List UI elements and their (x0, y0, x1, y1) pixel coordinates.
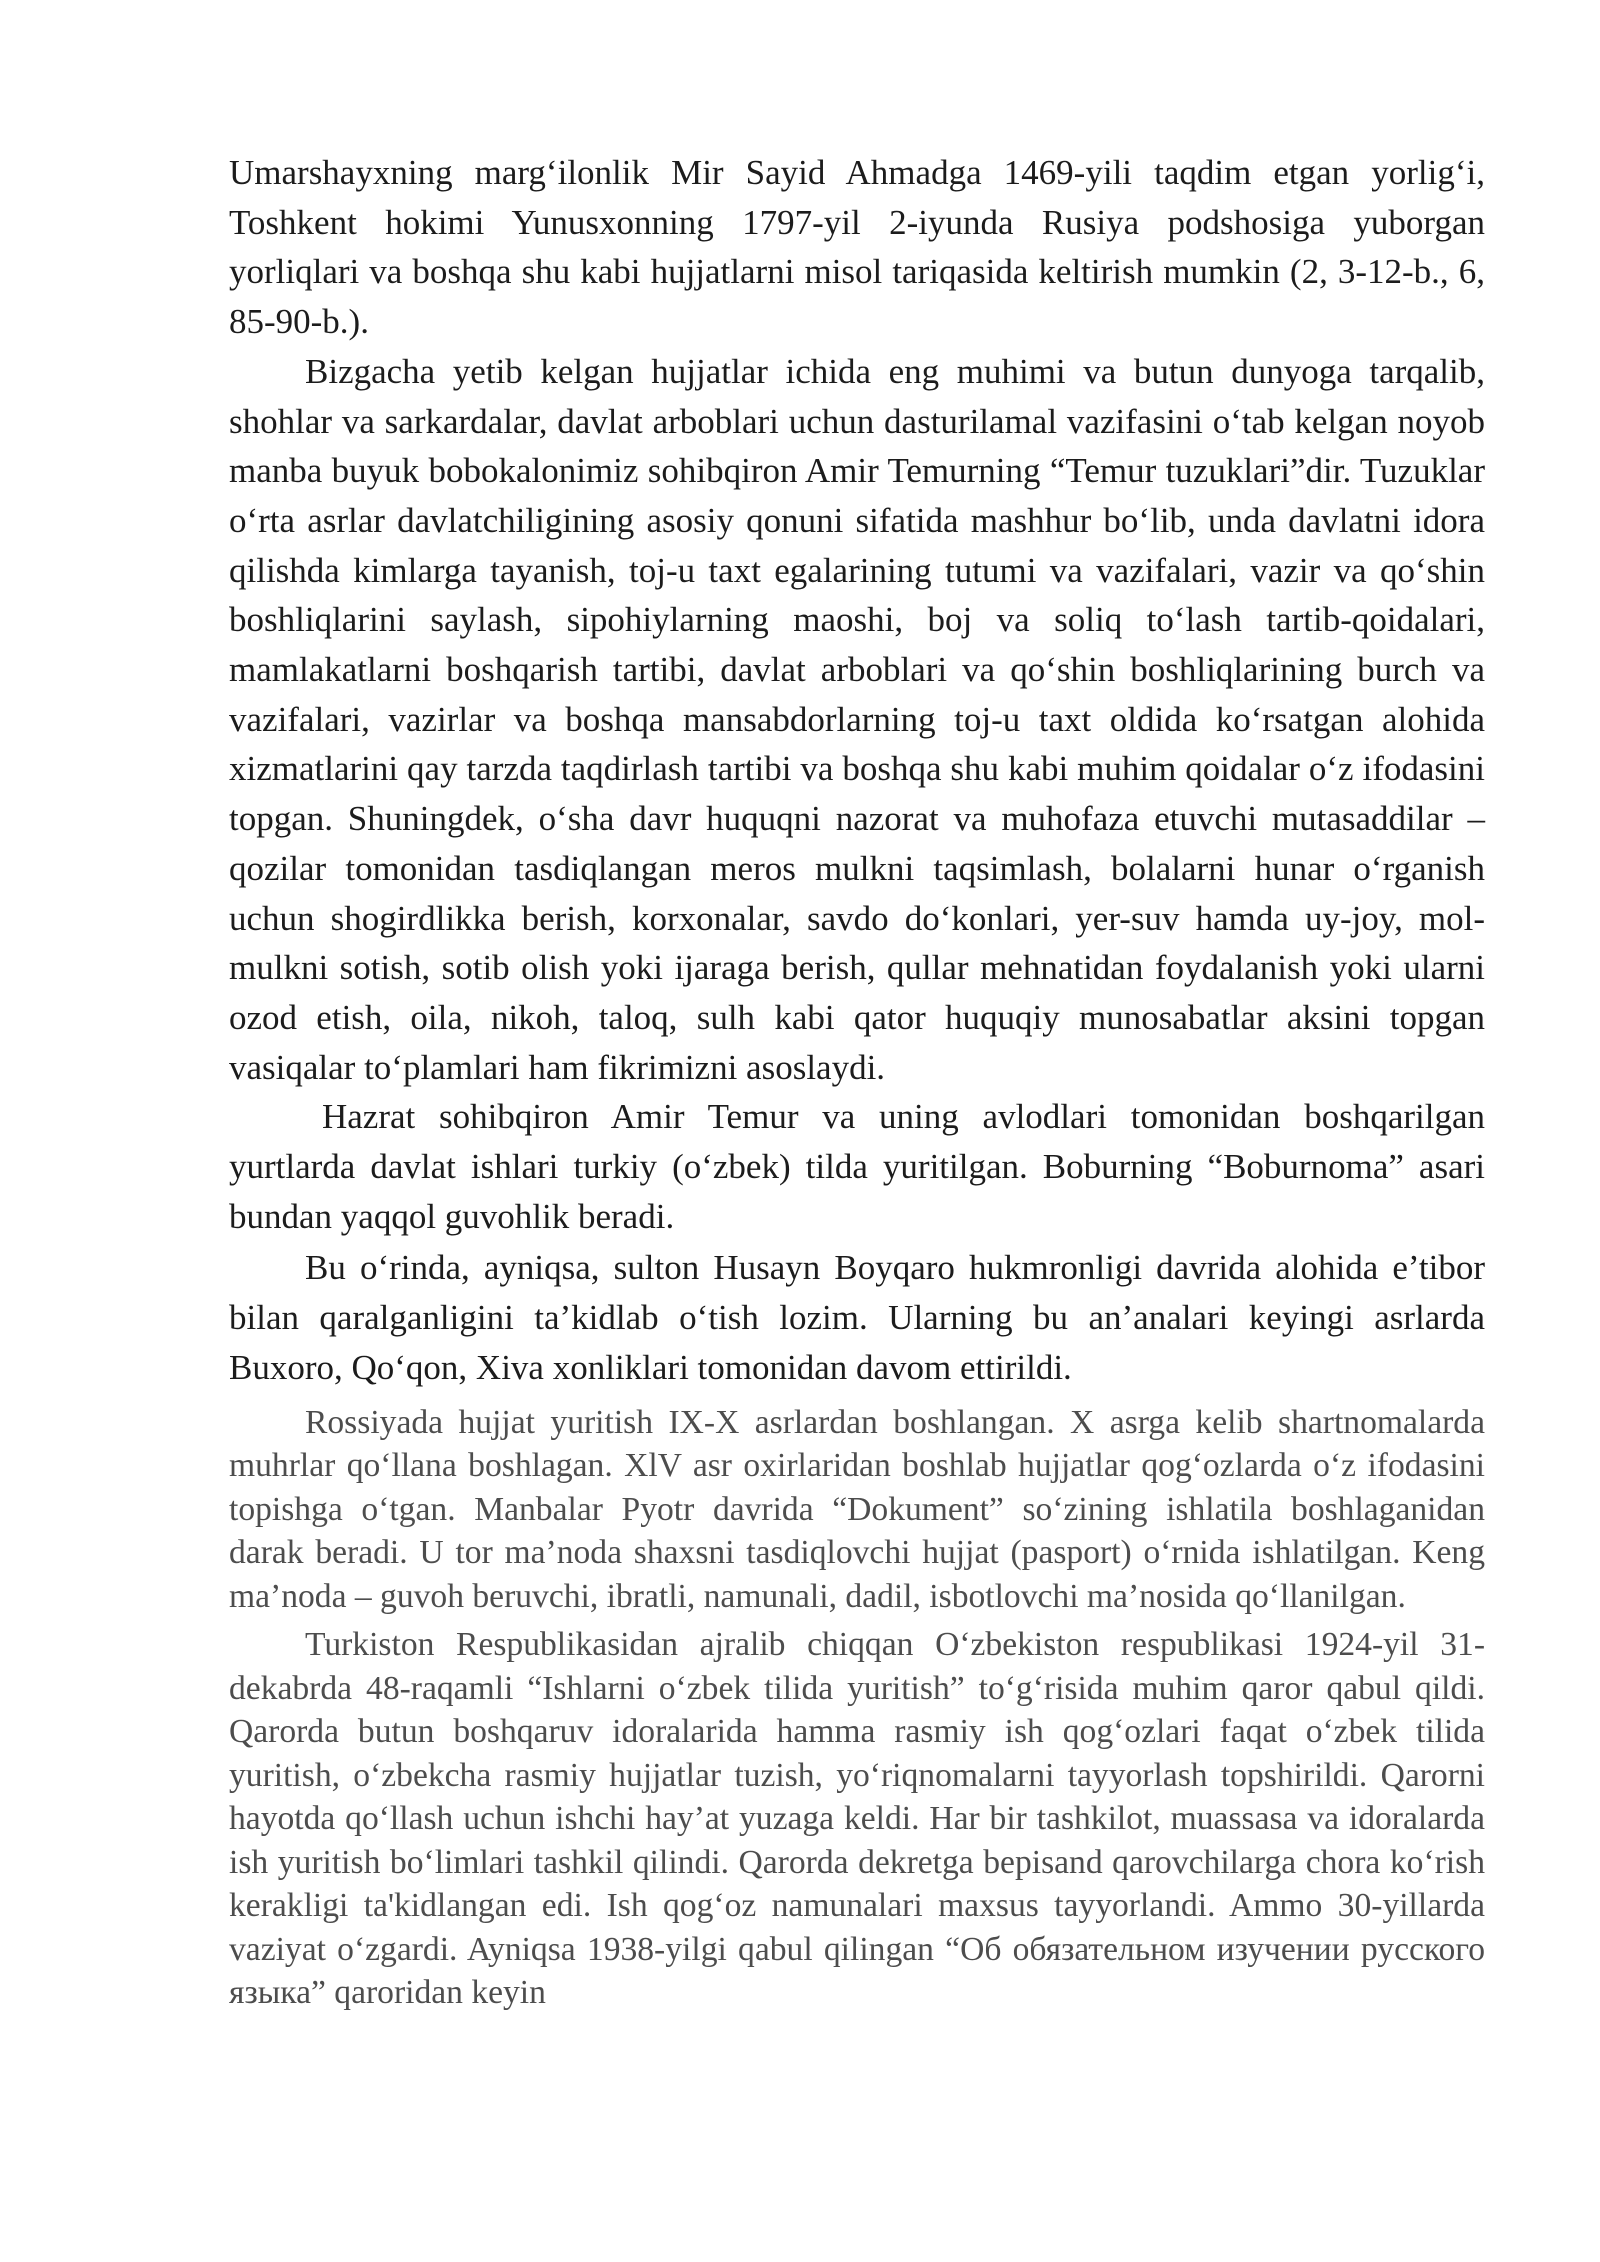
paragraph-5: Rossiyada hujjat yuritish IX-X asrlardan boshlangan. X asrga kelib shartnomalarda muhrlar qo‘llana boshlagan. XlV asr oxirlaridan boshlab hujjatlar qog‘ozlarda o‘z ifodasini topishga o‘tgan. Manbalar Pyotr davrida “Dokument” so‘zining ishlatila boshlaganidan darak beradi. U tor ma’noda shaxsni tasdiqlovchi hujjat (pasport) o‘rnida ishlatilgan. Keng ma’noda – guvoh beruvchi, ibratli, namunali, dadil, isbotlovchi ma’nosida qo‘llanilgan. (229, 1403, 1485, 1615)
paragraph-4: Bu o‘rinda, ayniqsa, sulton Husayn Boyqaro hukmronligi davrida alohida e’tibor bilan qaralganligini ta’kidlab o‘tish lozim. Ularning bu an’analari keyingi asrlarda Buxoro, Qo‘qon, Xiva xonliklari tomonidan davom ettirildi. (229, 1248, 1485, 1387)
paragraph-3: Hazrat sohibqiron Amir Temur va uning avlodlari tomonidan boshqarilgan yurtlarda davlat ishlari turkiy (o‘zbek) tilda yuritilgan. Boburning “Boburnoma” asari bundan yaqqol guvohlik beradi. (229, 1097, 1485, 1236)
paragraph-2: Bizgacha yetib kelgan hujjatlar ichida eng muhimi va butun dunyoga tarqalib, shohlar va sarkardalar, davlat arboblari uchun dasturilamal vazifasini o‘tab kelgan noyob manba buyuk bobokalonimiz sohibqiron Amir Temurning “Temur tuzuklari”dir. Tuzuklar o‘rta asrlar davlatchiligining asosiy qonuni sifatida mashhur bo‘lib, unda davlatni idora qilishda kimlarga tayanish, toj-u taxt egalarining tutumi va vazifalari, vazir va qo‘shin boshliqlarini saylash, sipohiylarning maoshi, boj va soliq to‘lash tartib-qoidalari, mamlakatlarni boshqarish tartibi, davlat arboblari va qo‘shin boshliqlarining burch va vazifalari, vazirlar va boshqa mansabdorlarning toj-u taxt oldida ko‘rsatgan alohida xizmatlarini qay tarzda taqdirlash tartibi va boshqa shu kabi muhim qoidalar o‘z ifodasini topgan. Shuningdek, o‘sha davr huquqni nazorat va muhofaza etuvchi mutasaddilar – qozilar tomonidan tasdiqlangan meros mulkni taqsimlash, bolalarni hunar o‘rganish uchun shogirdlikka berish, korxonalar, savdo do‘konlari, yer-suv hamda uy-joy, mol-mulkni sotish, sotib olish yoki ijaraga berish, qullar mehnatidan foydalanish yoki ularni ozod etish, oila, nikoh, taloq, sulh kabi qator huquqiy munosabatlar aksini topgan vasiqalar to‘plamlari ham fikrimizni asoslaydi. (229, 351, 1485, 1087)
paragraph-1: Umarshayxning marg‘ilonlik Mir Sayid Ahmadga 1469-yili taqdim etgan yorlig‘i, Toshkent hokimi Yunusxonning 1797-yil 2-iyunda Rusiya podshosiga yuborgan yorliqlari va boshqa shu kabi hujjatlarni misol tariqasida keltirish mumkin (2, 3-12-b., 6, 85-90-b.). (229, 153, 1485, 342)
document-page (229, 148, 1485, 2015)
paragraph-6: Turkiston Respublikasidan ajralib chiqqan O‘zbekiston respublikasi 1924-yil 31-dekabrda 48-raqamli “Ishlarni o‘zbek tilida yuritish” to‘g‘risida muhim qaror qabul qildi. Qarorda butun boshqaruv idoralarida hamma rasmiy ish qog‘ozlari faqat o‘zbek tilida yuritish, o‘zbekcha rasmiy hujjatlar tuzish, yo‘riqnomalarni tayyorlash topshirildi. Qarorni hayotda qo‘llash uchun ishchi hay’at yuzaga keldi. Har bir tashkilot, muassasa va idoralarda ish yuritish bo‘limlari tashkil qilindi. Qarorda dekretga bepisand qarovchilarga chora ko‘rish kerakligi ta'kidlangan edi. Ish qog‘oz namunalari maxsus tayyorlandi. Ammo 30-yillarda vaziyat o‘zgardi. Ayniqsa 1938-yilgi qabul qilingan “Об обязательном изучении русского языка” qaroridan keyin (229, 1626, 1485, 2012)
